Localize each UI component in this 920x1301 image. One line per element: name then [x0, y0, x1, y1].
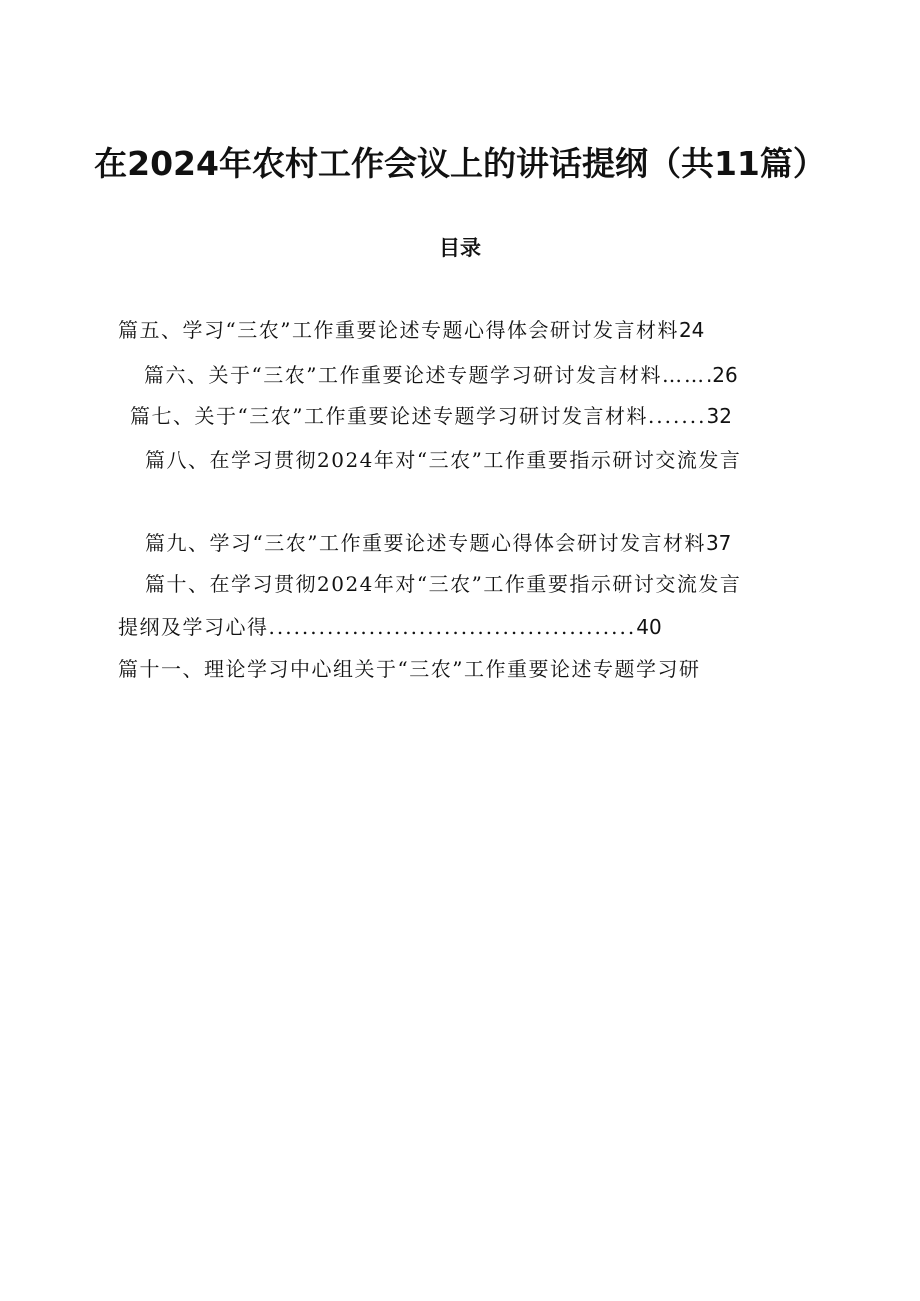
- toc-entry-title: 提纲及学习心得: [118, 615, 269, 639]
- toc-entry-title: 篇五、学习“三农”工作重要论述专题心得体会研讨发言材料: [118, 318, 679, 342]
- toc-entry-leader: ……: [661, 363, 706, 387]
- toc-entry-leader: .......: [647, 404, 707, 428]
- toc-entry-page: 37: [705, 531, 732, 555]
- toc-entry-title: 篇八、在学习贯彻2024年对“三农”工作重要指示研讨交流发言: [145, 448, 742, 472]
- toc-entry[interactable]: [130, 403, 732, 429]
- toc-entry-title: 篇七、关于“三农”工作重要论述专题学习研讨发言材料: [130, 404, 648, 428]
- toc-entry-page: 40: [636, 615, 662, 639]
- document-title: 在2024年农村工作会议上的讲话提纲（共11篇）: [94, 144, 826, 183]
- toc-entry[interactable]: [118, 317, 704, 343]
- toc-entry-leader: ............................................: [268, 615, 637, 639]
- toc-entry[interactable]: [144, 362, 738, 388]
- toc-entry[interactable]: [145, 447, 741, 473]
- toc-entry[interactable]: [145, 530, 731, 556]
- toc-heading: 目录: [439, 236, 481, 260]
- toc-entry-page: .26: [705, 363, 738, 387]
- toc-entry-page: 32: [706, 404, 732, 428]
- toc-entry[interactable]: [118, 614, 662, 640]
- toc-entry-title: 篇十一、理论学习中心组关于“三农”工作重要论述专题学习研: [118, 657, 701, 681]
- toc-entry[interactable]: [118, 656, 700, 682]
- toc-entry[interactable]: [145, 571, 741, 597]
- toc-entry-title: 篇六、关于“三农”工作重要论述专题学习研讨发言材料: [144, 363, 662, 387]
- toc-entry-title: 篇九、学习“三农”工作重要论述专题心得体会研讨发言材料: [145, 531, 706, 555]
- toc-entry-page: 24: [678, 318, 705, 342]
- toc-entry-title: 篇十、在学习贯彻2024年对“三农”工作重要指示研讨交流发言: [145, 572, 742, 596]
